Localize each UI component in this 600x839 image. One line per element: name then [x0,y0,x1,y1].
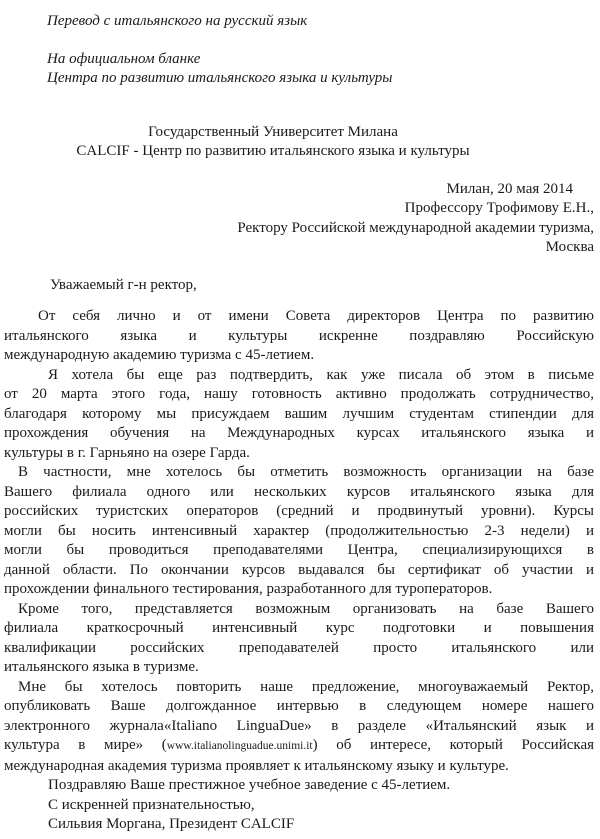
paragraph-line: электронного журнала«Italiano LinguaDue» в разделе «Итальянский язык и [4,717,594,734]
salutation: Уважаемый г-н ректор, [50,276,197,293]
translator-note-line1: Перевод с итальянского на русский язык [47,13,308,29]
closing-valediction: С искренней признательностью, [48,796,255,813]
paragraph-line: опубликовать Ваше долгожданное интервью в следующем номере нашего [4,698,594,714]
paragraph-line [4,736,594,757]
paragraph-line: прохождения обучения на Международных курсах итальянского языка и [4,425,594,441]
date-line: Милан, 20 мая 2014 [446,180,573,197]
letter-body [4,307,594,776]
paragraph-line: международная академия туризма проявляет к итальянскому языку и культуре. [4,757,509,774]
translator-note-line3: Центра по развитию итальянского языка и культуры [47,70,393,86]
paragraph-line: Мне бы хотелось повторить наше предложение, многоуважаемый Ректор, [18,678,594,695]
paragraph-line: данной области. По окончании курсов выдавался бы сертификат об участии и [4,561,594,578]
paragraph-interview-proposal [4,678,594,777]
paragraph-congratulation-45 [4,307,594,366]
paragraph-line: Я хотела бы еще раз подтвердить, как уже писала об этом в письме [48,366,594,383]
paragraph-line: прохождении финального тестирования, разработанного для туроператоров. [4,581,493,597]
paragraph-line: благодаря которому мы присуждаем вашим лучшим студентам стипендии для [4,405,594,422]
paragraph-line: Кроме того, представляется возможным организовать на базе Вашего [18,600,594,617]
recipient-name: Профессору Трофимову Е.Н., [404,200,594,216]
paragraph-line: могли бы проводиться преподавателями Центра, специализирующихся в [4,542,594,558]
paragraph-line: международную академию туризма с 45-летием. [4,347,315,363]
paragraph-line: культуры в г. Гарньяно на озере Гарда. [4,444,250,461]
paragraph-line: В частности, мне хотелось бы отметить возможность организации на базе [18,464,594,480]
letterhead-university: Государственный Университет Милана [148,123,398,140]
paragraph-teacher-training-course [4,600,594,678]
paragraph-line: квалификации российских преподавателей просто итальянского или [4,639,594,656]
paragraph-line: российских туристских операторов (средний и продвинутый уровни). Курсы [4,503,594,519]
recipient-title: Ректору Российской международной академии туризма, [237,219,594,236]
paragraph-line: филиала краткосрочный интенсивный курс подготовки и повышения [4,620,594,636]
signature-line: Сильвия Моргана, Президент CALCIF [48,816,295,832]
letterhead [4,123,542,162]
paragraph-line: Вашего филиала одного или нескольких курсов итальянского языка для [4,483,594,500]
paragraph-cooperation-scholarships [4,366,594,464]
letterhead-center-name: CALCIF - Центр по развитию итальянского языка и культуры [76,143,470,159]
paragraph-line: От себя лично и от имени Совета директоров Центра по развитию [38,308,594,324]
translator-note [47,12,594,89]
closing-congratulation: Поздравляю Ваше престижное учебное заведение с 45-летием. [48,777,451,793]
translator-note-line2: На официальном бланке [47,50,201,67]
paragraph-line: итальянского языка в туризме. [4,659,199,675]
recipient-city: Москва [545,239,594,255]
paragraph-line: итальянского языка и культуры искренне поздравляю Российскую [4,327,594,344]
paragraph-line: от 20 марта этого года, нашу готовность активно продолжать сотрудничество, [4,386,594,402]
paragraph-line: могли бы носить интенсивный характер (продолжительностью 2-3 недели) и [4,522,594,539]
line-text: культура в мире» ( [4,737,167,753]
journal-url: www.italianolinguadue.unimi.it [166,740,313,752]
address-block [4,180,594,258]
line-text: ) об интересе, который Российская [312,737,594,753]
paragraph-courses-for-tour-operators [4,463,594,600]
